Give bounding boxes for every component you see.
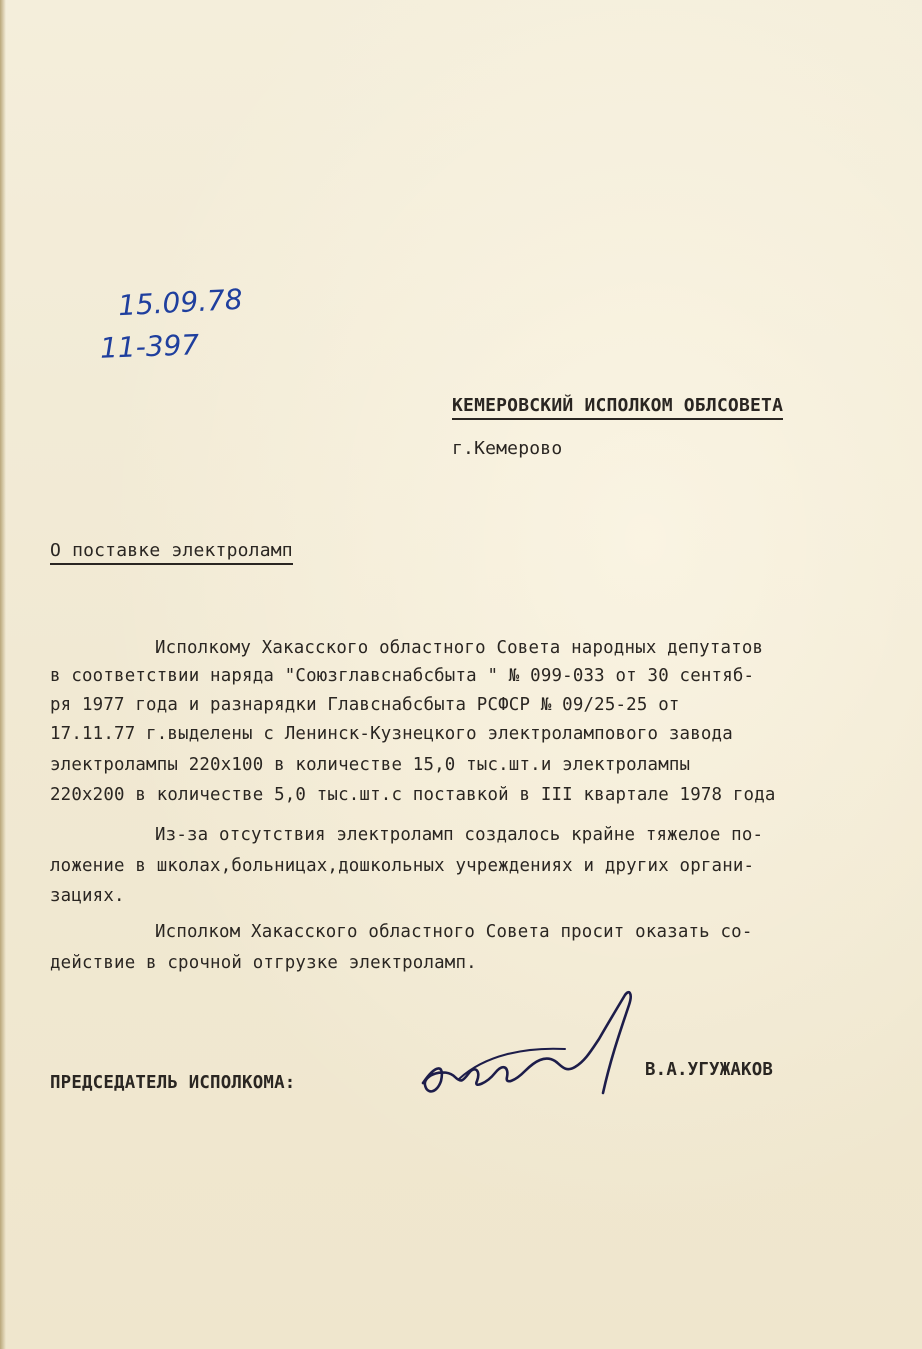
- handwritten-signature: [415, 985, 645, 1105]
- body-line: в соответствии наряда "Союзглавснабсбыта " № 099-033 от 30 сентяб-: [50, 666, 755, 686]
- body-line: действие в срочной отгрузке электроламп.: [50, 953, 477, 973]
- addressee-org: КЕМЕРОВСКИЙ ИСПОЛКОМ ОБЛСОВЕТА: [452, 395, 783, 420]
- body-line: зациях.: [50, 886, 125, 906]
- subject-line: О поставке электроламп: [50, 540, 293, 565]
- body-line: электролампы 220х100 в количестве 15,0 тыс.шт.и электролампы: [50, 755, 691, 775]
- signatory-title: ПРЕДСЕДАТЕЛЬ ИСПОЛКОМА:: [50, 1073, 296, 1093]
- body-line: Исполком Хакасского областного Совета просит оказать со-: [155, 922, 753, 942]
- addressee-city: г.Кемерово: [452, 438, 563, 459]
- body-line: ложение в школах,больницах,дошкольных учреждениях и других органи-: [50, 856, 755, 876]
- registration-number: 11-397: [99, 328, 200, 365]
- body-line: Из-за отсутствия электроламп создалось крайне тяжелое по-: [155, 825, 764, 845]
- paper-edge: [0, 0, 6, 1349]
- body-line: 17.11.77 г.выделены с Ленинск-Кузнецкого электролампового завода: [50, 724, 733, 744]
- body-line: ря 1977 года и разнарядки Главснабсбыта РСФСР № 09/25-25 от: [50, 695, 680, 715]
- signatory-name: В.А.УГУЖАКОВ: [645, 1060, 774, 1080]
- body-line: 220х200 в количестве 5,0 тыс.шт.с поставкой в III квартале 1978 года: [50, 785, 776, 805]
- body-line: Исполкому Хакасского областного Совета народных депутатов: [155, 638, 764, 658]
- registration-date: 15.09.78: [117, 282, 244, 323]
